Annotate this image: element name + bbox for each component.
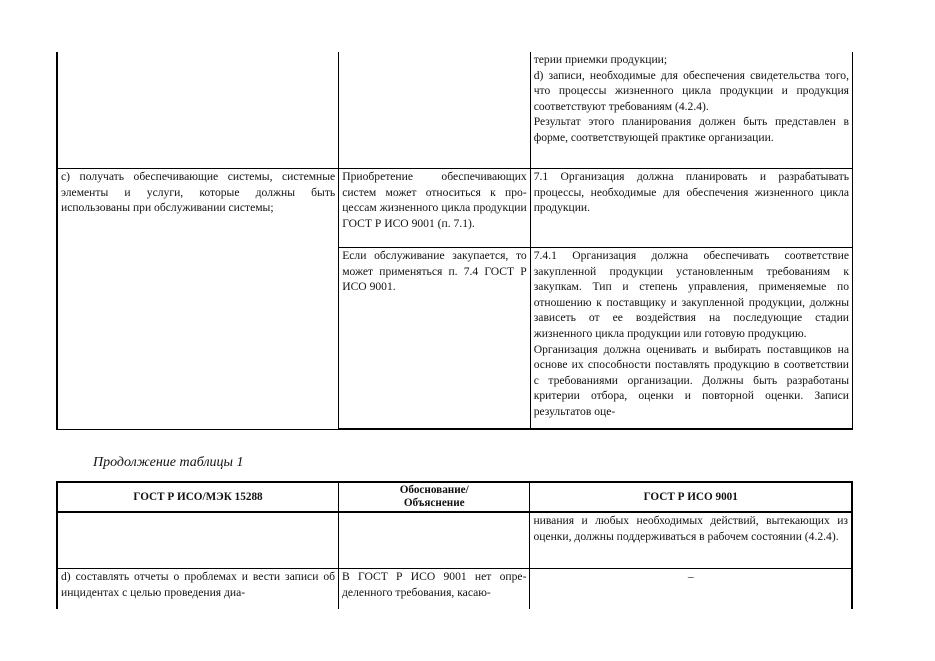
cell-text: Результат этого планирования должен быть представлен в форме, соответствующей практике организации. — [533, 115, 849, 144]
cell-text: Организация должна оценивать и выбирать поставщиков на основе их способности поставлять продукцию в соответствии с требованиями организации. Должны быть разработаны критерии отбора, оценки и повторной оценки. Записи результатов оце- — [533, 342, 849, 418]
header-gost-iso-iec-15288: ГОСТ Р ИСО/МЭК 15288 — [57, 482, 339, 512]
table-cell: 7.1 Организация должна планировать и разрабатывать процессы, необходимые для обеспечения жизненного цикла продукции. — [530, 169, 852, 248]
cell-text: 7.4.1 Организация должна обеспечивать соответствие закупленной продукции установленным требованиям к закупкам. Тип и степень управления, применяемые по отношению к поставщику и закупленной продукции, должны зависеть от ее воздействия на последующие стадии жизненного цикла продукции или готовую продукцию. — [533, 249, 849, 340]
table-cell: Если обслуживание закупается, то может применяться п. 7.4 ГОСТ Р ИСО 9001. — [339, 248, 531, 430]
table-row — [57, 512, 852, 569]
table-cell: d) составлять отчеты о проблемах и вести записи об инцидентах с целью проведения диа- — [57, 569, 339, 610]
table-row — [57, 569, 852, 610]
table-row — [57, 52, 853, 169]
table-cell — [57, 52, 339, 169]
cell-text: d) записи, необходимые для обеспечения свидетельства того, что процессы жизненного цикла продукции и продукция соответствуют требованиям (4.2.4). — [533, 68, 849, 113]
header-gost-iso-9001: ГОСТ Р ИСО 9001 — [530, 482, 852, 512]
continued-table-bottom — [56, 481, 853, 609]
table-cell — [339, 512, 530, 569]
cell-text: терии приемки продукции; — [533, 53, 668, 66]
table-cell: с) получать обеспечивающие системы, системные элементы и услуги, которые должны быть использованы при обслуживании системы; — [57, 169, 339, 430]
table-cell — [530, 52, 852, 169]
table-cell: Приобретение обеспечивающих систем может относиться к процессам жизненного цикла продукции ГОСТ Р ИСО 9001 (п. 7.1). — [339, 169, 531, 248]
table-row — [57, 169, 853, 248]
table-cell — [57, 512, 339, 569]
table-cell: нивания и любых необходимых действий, вытекающих из оценки, должны поддерживаться в рабочем состоянии (4.2.4). — [530, 512, 852, 569]
header-text: Обоснование/ — [399, 484, 469, 496]
table-cell: В ГОСТ Р ИСО 9001 нет определенного требования, касаю- — [339, 569, 530, 610]
table-cell: – — [530, 569, 852, 610]
header-text: Объяснение — [403, 497, 465, 509]
table-caption: Продолжение таблицы 1 — [93, 455, 244, 470]
header-rationale — [339, 482, 530, 512]
table-cell — [339, 52, 531, 169]
continued-table-top — [56, 52, 853, 430]
table-cell — [530, 248, 852, 430]
table-header-row — [57, 482, 852, 512]
